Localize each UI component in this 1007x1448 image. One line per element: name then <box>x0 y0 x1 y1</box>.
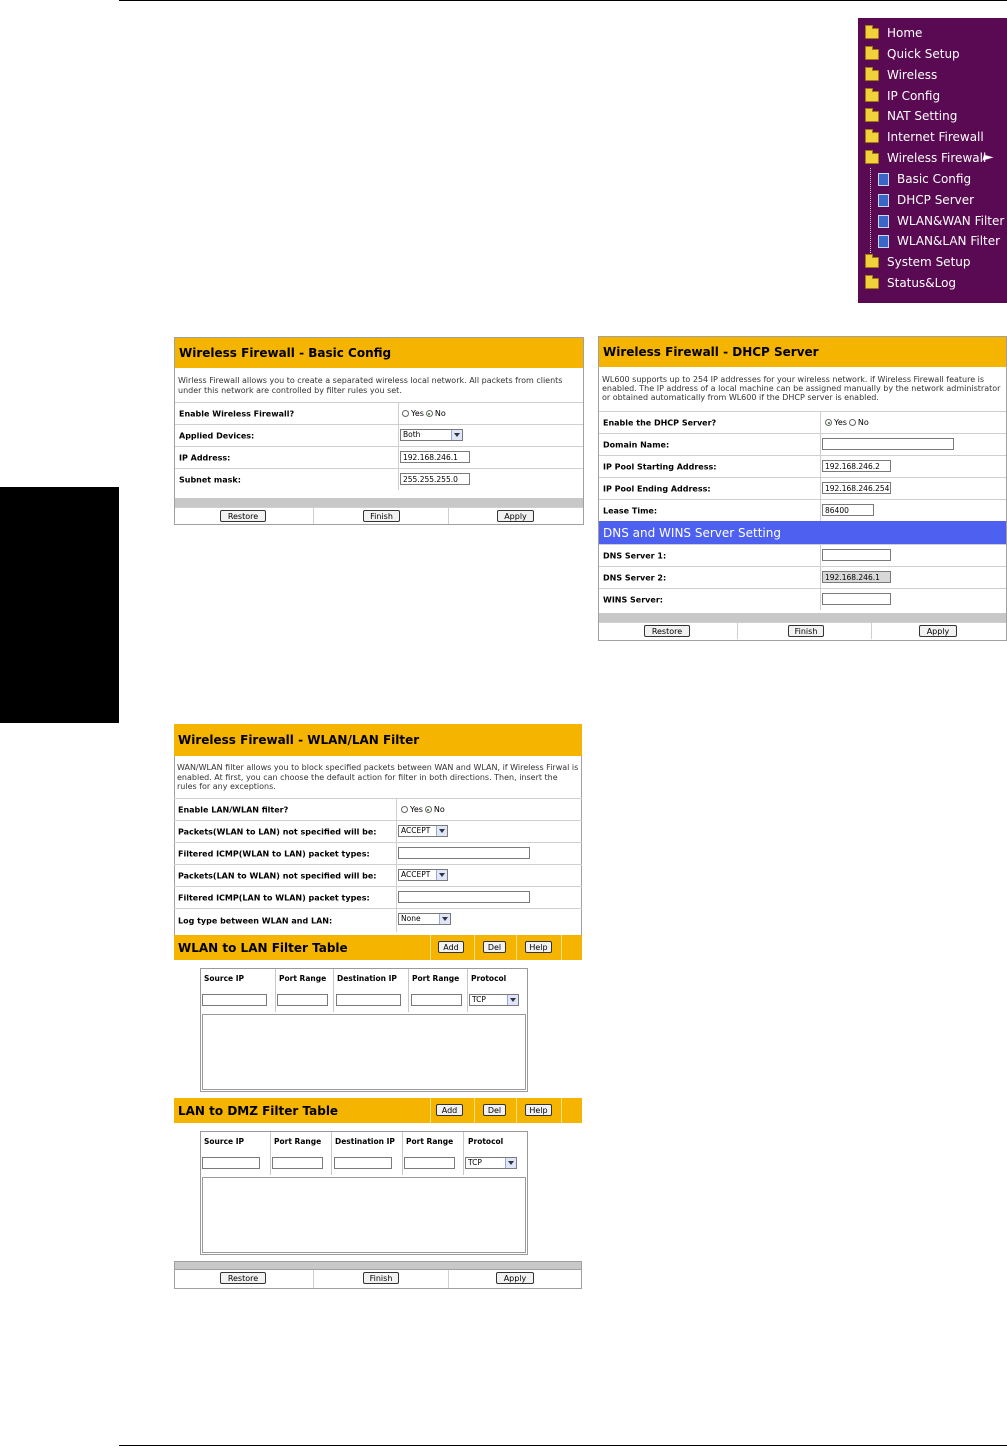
radio-label: Yes <box>410 805 423 814</box>
enable-dhcp-row <box>599 411 1006 433</box>
nav-label: DHCP Server <box>897 193 975 207</box>
source-ip-input[interactable] <box>202 994 267 1006</box>
nav-item-quick-setup[interactable] <box>865 44 960 64</box>
panel-description: WL600 supports up to 254 IP addresses for your wireless network. if Wireless Firewall feature is enabled. The IP address of a local machine can be assigned manually by the network administrator or obtained automatically from WL600 if the DHCP server is enabled. <box>602 375 1001 402</box>
finish-button[interactable]: Finish <box>788 625 824 637</box>
divider <box>333 969 334 1012</box>
ip-address-input[interactable]: 192.168.246.1 <box>400 451 470 463</box>
destination-ip-input[interactable] <box>336 994 401 1006</box>
field-label: Packets(LAN to WLAN) not specified will be: <box>178 871 377 880</box>
field-label: Log type between WLAN and LAN: <box>178 916 333 925</box>
divider <box>270 1132 271 1175</box>
radio-label: No <box>857 418 869 427</box>
divider <box>402 1132 403 1175</box>
divider <box>448 508 449 524</box>
rule-list-box[interactable] <box>202 1177 526 1253</box>
folder-icon <box>865 111 879 122</box>
icmp-lan-to-wlan-input[interactable] <box>398 891 530 903</box>
bottom-rule <box>119 1445 1007 1446</box>
dns1-input[interactable] <box>822 549 891 561</box>
lease-time-input[interactable]: 86400 <box>822 504 874 516</box>
field-label: Enable the DHCP Server? <box>603 418 717 427</box>
folder-icon <box>865 257 879 268</box>
divider <box>398 425 399 446</box>
dns-section-header: DNS and WINS Server Setting <box>599 521 1006 544</box>
panel-title: Wireless Firewall - Basic Config <box>175 338 583 368</box>
nav-label: Wireless <box>887 68 938 82</box>
divider <box>820 589 821 610</box>
divider <box>516 1098 517 1123</box>
divider <box>398 469 399 490</box>
icmp-wlan-to-lan-row <box>174 842 582 864</box>
nav-item-home[interactable] <box>865 23 922 43</box>
folder-icon <box>865 278 879 289</box>
chevron-down-icon <box>436 826 447 836</box>
del-button[interactable]: Del <box>483 1104 506 1116</box>
divider <box>820 434 821 455</box>
divider <box>871 623 872 639</box>
select-value: TCP <box>472 995 486 1004</box>
apply-button[interactable]: Apply <box>497 510 534 522</box>
panel-title: Wireless Firewall - WLAN/LAN Filter <box>174 724 582 756</box>
icmp-lan-to-wlan-row <box>174 886 582 908</box>
field-label: IP Address: <box>179 453 231 462</box>
finish-button[interactable]: Finish <box>363 1272 399 1284</box>
dhcp-server-panel <box>598 336 1007 641</box>
nav-label: IP Config <box>887 89 941 103</box>
divider <box>396 865 397 886</box>
enable-firewall-row <box>175 402 583 424</box>
wlan-to-lan-table-header <box>174 935 582 960</box>
dns2-row <box>599 566 1006 588</box>
nav-label: System Setup <box>887 255 971 269</box>
radio-label: No <box>434 409 446 418</box>
log-type-select[interactable] <box>398 913 451 925</box>
divider <box>820 545 821 566</box>
nav-item-nat-setting[interactable] <box>865 106 957 126</box>
nav-label: WLAN&WAN Filter <box>897 214 1005 228</box>
chevron-down-icon <box>436 870 447 880</box>
nav-label: Internet Firewall <box>887 130 984 144</box>
basic-config-panel <box>174 337 584 525</box>
destination-ip-input[interactable] <box>334 1157 392 1169</box>
field-label: IP Pool Ending Address: <box>603 484 711 493</box>
divider <box>275 969 276 1012</box>
nav-label: Basic Config <box>897 172 972 186</box>
select-value: ACCEPT <box>401 870 431 879</box>
nav-item-wireless-firewall[interactable] <box>865 148 986 168</box>
field-label: WINS Server: <box>603 595 663 604</box>
apply-button[interactable]: Apply <box>919 625 957 637</box>
folder-icon <box>865 28 879 39</box>
protocol-select[interactable] <box>469 994 519 1006</box>
col-port-range: Port Range <box>279 974 327 983</box>
divider <box>448 1270 449 1288</box>
col-destination-ip: Destination IP <box>337 974 397 983</box>
dns2-input[interactable]: 192.168.246.1 <box>822 571 891 583</box>
enable-radio-group <box>402 409 446 418</box>
field-label: Packets(WLAN to LAN) not specified will be: <box>178 827 377 836</box>
radio-label: Yes <box>411 409 424 418</box>
nav-item-basic-config[interactable] <box>878 169 971 189</box>
divider <box>331 1132 332 1175</box>
divider <box>474 1098 475 1123</box>
nav-item-dhcp-server[interactable] <box>878 190 974 210</box>
lan-to-wlan-default-row <box>174 864 582 886</box>
folder-icon <box>865 132 879 143</box>
panel-title: Wireless Firewall - DHCP Server <box>599 337 1006 367</box>
wlan-to-lan-rule-grid <box>200 968 528 1092</box>
wlan-lan-filter-panel <box>174 724 582 1289</box>
pool-end-input[interactable]: 192.168.246.254 <box>822 482 891 494</box>
wlan-to-lan-action-select[interactable] <box>398 825 448 837</box>
page-icon <box>878 173 889 186</box>
field-label: Domain Name: <box>603 440 670 449</box>
divider <box>430 1098 431 1123</box>
col-port-range: Port Range <box>274 1137 322 1146</box>
divider <box>561 935 562 960</box>
restore-button[interactable]: Restore <box>644 625 690 637</box>
field-label: IP Pool Starting Address: <box>603 462 717 471</box>
nav-label: WLAN&LAN Filter <box>897 234 1001 248</box>
applied-devices-row <box>175 424 583 446</box>
add-button[interactable]: Add <box>436 1104 463 1116</box>
panel-description: Wirless Firewall allows you to create a separated wireless local network. All packets from clients under this network are controlled by filter rules you set. <box>178 376 563 395</box>
chevron-down-icon <box>505 1158 516 1168</box>
nav-item-system-setup[interactable] <box>865 252 971 272</box>
table-title: WLAN to LAN Filter Table <box>178 940 348 955</box>
divider <box>820 456 821 477</box>
button-row <box>599 622 1006 639</box>
subnet-mask-row <box>175 468 583 490</box>
divider <box>474 935 475 960</box>
field-label: Applied Devices: <box>179 431 255 440</box>
radio-no[interactable] <box>426 410 433 417</box>
help-button[interactable]: Help <box>525 941 552 953</box>
nav-item-wireless[interactable] <box>865 65 937 85</box>
del-button[interactable]: Del <box>483 941 506 953</box>
divider <box>516 935 517 960</box>
help-button[interactable]: Help <box>525 1104 552 1116</box>
pool-end-row <box>599 477 1006 499</box>
lease-time-row <box>599 499 1006 521</box>
panel-description: WAN/WLAN filter allows you to block specified packets between WAN and WLAN, if Wireless Firwal is enabled. At first, you can choose the default action for filter in both directions. Then, insert the rules for any exceptions. <box>177 763 579 791</box>
subnet-mask-input[interactable]: 255.255.255.0 <box>400 473 470 485</box>
ip-address-row <box>175 446 583 468</box>
divider <box>737 623 738 639</box>
pool-start-input[interactable]: 192.168.246.2 <box>822 460 891 472</box>
top-rule <box>119 0 1007 1</box>
divider <box>313 508 314 524</box>
col-port-range: Port Range <box>406 1137 454 1146</box>
radio-no[interactable] <box>849 419 856 426</box>
button-row <box>175 507 583 524</box>
divider <box>463 1132 464 1175</box>
divider <box>396 843 397 864</box>
protocol-select[interactable] <box>465 1157 517 1169</box>
radio-yes[interactable] <box>401 806 408 813</box>
radio-yes[interactable] <box>825 419 832 426</box>
divider <box>408 969 409 1012</box>
field-label: DNS Server 2: <box>603 573 667 582</box>
page-icon <box>878 215 889 228</box>
nav-item-wlan-lan-filter[interactable] <box>878 231 1000 251</box>
applied-devices-select[interactable] <box>400 429 463 441</box>
source-port-input[interactable] <box>272 1157 323 1169</box>
table-title: LAN to DMZ Filter Table <box>178 1103 339 1118</box>
chevron-down-icon <box>507 995 518 1005</box>
divider <box>820 567 821 588</box>
field-label: Subnet mask: <box>179 475 241 484</box>
nav-item-status-log[interactable] <box>865 273 956 293</box>
separator-bar <box>174 1261 582 1270</box>
destination-port-input[interactable] <box>404 1157 455 1169</box>
divider <box>398 447 399 468</box>
nav-item-ip-config[interactable] <box>865 86 940 106</box>
field-label: Filtered ICMP(WLAN to LAN) packet types: <box>178 849 370 858</box>
separator-bar <box>175 498 583 507</box>
divider <box>398 403 399 424</box>
divider <box>396 909 397 932</box>
chevron-down-icon <box>451 430 462 440</box>
folder-icon <box>865 49 879 60</box>
col-destination-ip: Destination IP <box>335 1137 395 1146</box>
destination-port-input[interactable] <box>411 994 462 1006</box>
enable-radio-group <box>825 418 869 427</box>
wins-row <box>599 588 1006 610</box>
nav-label: Status&Log <box>887 276 957 290</box>
col-source-ip: Source IP <box>204 974 245 983</box>
page-icon <box>878 194 889 207</box>
nav-label: Home <box>887 26 923 40</box>
button-row <box>174 1270 582 1289</box>
col-protocol: Protocol <box>468 1137 504 1146</box>
radio-no[interactable] <box>425 806 432 813</box>
source-port-input[interactable] <box>277 994 328 1006</box>
apply-button[interactable]: Apply <box>496 1272 534 1284</box>
field-label: Enable Wireless Firewall? <box>179 409 295 418</box>
divider <box>467 969 468 1012</box>
field-label: DNS Server 1: <box>603 551 667 560</box>
page-icon <box>878 235 889 248</box>
enable-filter-row <box>174 798 582 820</box>
tree-line <box>870 168 871 253</box>
field-label: Filtered ICMP(LAN to WLAN) packet types: <box>178 893 370 902</box>
icmp-wlan-to-lan-input[interactable] <box>398 847 530 859</box>
separator-bar <box>599 613 1006 622</box>
select-value: None <box>401 914 421 923</box>
divider <box>396 799 397 820</box>
lan-to-dmz-table-header <box>174 1098 582 1123</box>
chevron-down-icon <box>439 914 450 924</box>
divider <box>430 935 431 960</box>
folder-icon <box>865 91 879 102</box>
wins-input[interactable] <box>822 593 891 605</box>
restore-button[interactable]: Restore <box>220 1272 266 1284</box>
enable-radio-group <box>401 805 445 814</box>
domain-name-input[interactable] <box>822 438 954 450</box>
divider <box>820 500 821 521</box>
nav-label: Quick Setup <box>887 47 960 61</box>
divider <box>396 887 397 908</box>
chapter-tab <box>0 487 119 723</box>
folder-icon <box>865 70 879 81</box>
finish-button[interactable]: Finish <box>363 510 400 522</box>
radio-label: No <box>433 805 445 814</box>
divider <box>396 821 397 842</box>
add-button[interactable]: Add <box>438 941 464 953</box>
nav-label: Wireless Firewall <box>887 151 987 165</box>
dns1-row <box>599 544 1006 566</box>
wlan-to-lan-default-row <box>174 820 582 842</box>
folder-open-icon <box>865 153 879 164</box>
radio-label: Yes <box>834 418 847 427</box>
lan-to-dmz-rule-grid <box>200 1131 528 1255</box>
domain-name-row <box>599 433 1006 455</box>
nav-label: NAT Setting <box>887 109 958 123</box>
select-value: TCP <box>468 1158 482 1167</box>
select-value: Both <box>403 430 421 439</box>
divider <box>313 1270 314 1288</box>
restore-button[interactable]: Restore <box>220 510 266 522</box>
divider <box>820 412 821 433</box>
log-type-row <box>174 908 582 932</box>
pool-start-row <box>599 455 1006 477</box>
col-source-ip: Source IP <box>204 1137 245 1146</box>
lan-to-wlan-action-select[interactable] <box>398 869 448 881</box>
nav-item-wlan-wan-filter[interactable] <box>878 211 1004 231</box>
rule-list-box[interactable] <box>202 1014 526 1090</box>
source-ip-input[interactable] <box>202 1157 260 1169</box>
divider <box>820 478 821 499</box>
field-label: Enable LAN/WLAN filter? <box>178 805 289 814</box>
nav-item-internet-firewall[interactable] <box>865 127 984 147</box>
field-label: Lease Time: <box>603 506 658 515</box>
select-value: ACCEPT <box>401 826 431 835</box>
col-port-range: Port Range <box>412 974 460 983</box>
col-protocol: Protocol <box>471 974 507 983</box>
divider <box>561 1098 562 1123</box>
radio-yes[interactable] <box>402 410 409 417</box>
